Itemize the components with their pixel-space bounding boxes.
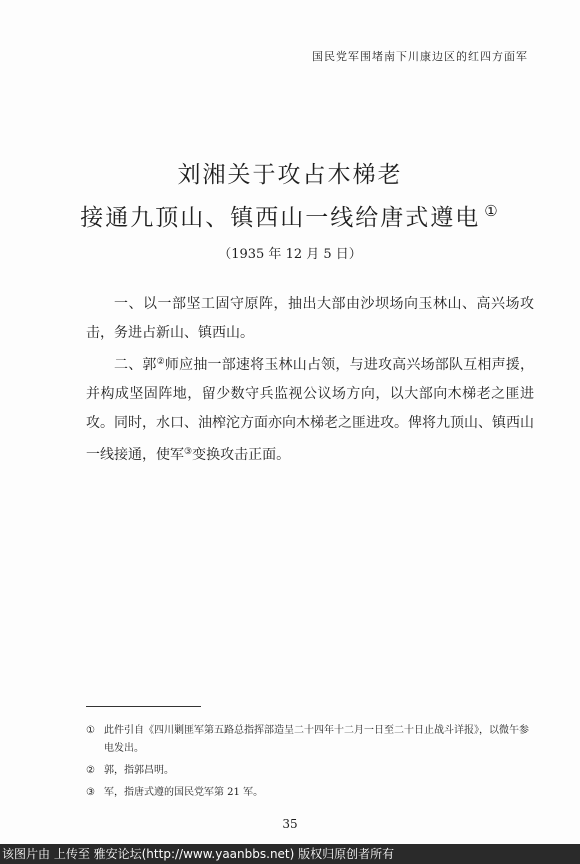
footnote-1 bbox=[86, 722, 534, 758]
footnote-ref-3[interactable]: ③ bbox=[184, 447, 193, 457]
document-date: （1935 年 12 月 5 日） bbox=[218, 247, 362, 262]
paragraph-1: 一、以一部坚工固守原阵，抽出大部由沙坝场向玉林山、高兴场攻击，务进占新山、镇西山。 bbox=[86, 296, 534, 341]
document-body bbox=[86, 290, 534, 470]
title-line-1: 刘湘关于攻占木梯老 bbox=[177, 162, 403, 188]
footnote-text: 军，指唐式遵的国民党军第 21 军。 bbox=[104, 787, 264, 798]
footnote-mark: ② bbox=[86, 765, 95, 776]
footnote-mark: ① bbox=[86, 725, 95, 736]
footnote-mark: ③ bbox=[86, 787, 95, 798]
footnote-2 bbox=[86, 762, 534, 780]
footnote-3 bbox=[86, 784, 534, 802]
footnotes bbox=[86, 722, 534, 806]
paragraph-2 bbox=[86, 348, 534, 470]
running-header: 国民党军围堵南下川康边区的红四方面军 bbox=[312, 50, 528, 63]
watermark-banner: 该图片由 上传至 雅安论坛(http://www.yaanbbs.net) 版权归原创者所有 bbox=[0, 844, 580, 864]
title-footnote-mark[interactable]: ① bbox=[484, 202, 500, 220]
paragraph-2-part-a: 二、郭 bbox=[114, 357, 157, 373]
page-number: 35 bbox=[282, 817, 298, 831]
footnote-divider bbox=[86, 706, 201, 707]
footnote-text: 此件引自《四川剿匪军第五路总指挥部造呈二十四年十二月一日至二十日止战斗详报》，以微午参电发出。 bbox=[104, 725, 529, 754]
paragraph-2-part-b: 师应抽一部速将玉林山占领，与进攻高兴场部队互相声援，并构成坚固阵地，留少数守兵监视公议场方向，以大部向木梯老之匪进攻。同时，水口、油榨沱方面亦向木梯老之匪进攻。俾将九顶山、镇西山一线接通，使军 bbox=[86, 357, 535, 463]
document-title bbox=[0, 157, 580, 236]
title-line-2 bbox=[0, 193, 580, 236]
footnote-text: 郭，指郭昌明。 bbox=[104, 765, 174, 776]
footnote-ref-2[interactable]: ② bbox=[156, 357, 165, 367]
title-line-2-text: 接通九顶山、镇西山一线给唐式遵电 bbox=[80, 205, 481, 231]
paragraph-2-part-c: 变换攻击正面。 bbox=[192, 447, 291, 463]
